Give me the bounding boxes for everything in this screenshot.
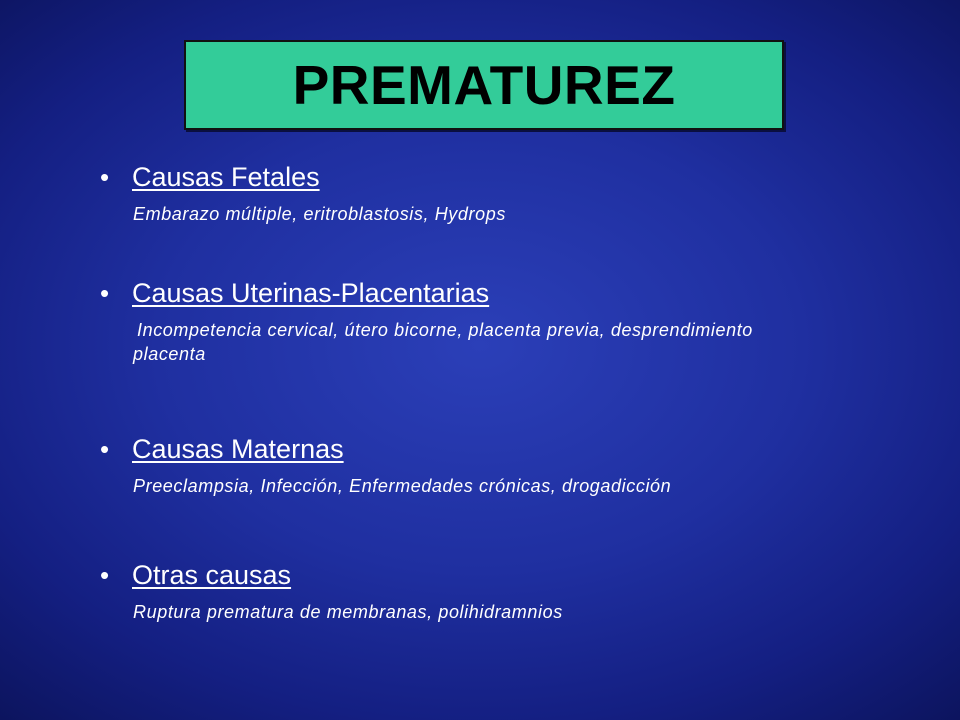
item-heading: Causas Uterinas-Placentarias (132, 278, 490, 308)
item-description: Incompetencia cervical, útero bicorne, placenta previa, desprendimiento placenta (133, 320, 753, 364)
bullet-icon: • (100, 434, 110, 464)
item-description: Embarazo múltiple, eritroblastosis, Hydrops (133, 204, 506, 224)
list-item-uterine-placental-causes (100, 278, 900, 366)
list-item-fetal-causes (100, 162, 900, 226)
item-heading: Causas Maternas (132, 434, 344, 464)
item-description: Preeclampsia, Infección, Enfermedades crónicas, drogadicción (133, 476, 672, 496)
list-item-other-causes (100, 560, 900, 624)
list-item-maternal-causes (100, 434, 900, 498)
item-heading: Causas Fetales (132, 162, 320, 192)
bullet-icon: • (100, 162, 110, 192)
bullet-icon: • (100, 278, 110, 308)
item-heading: Otras causas (132, 560, 292, 590)
bullet-icon: • (100, 560, 110, 590)
item-description: Ruptura prematura de membranas, polihidramnios (133, 602, 563, 622)
slide-title: PREMATUREZ (292, 54, 676, 116)
